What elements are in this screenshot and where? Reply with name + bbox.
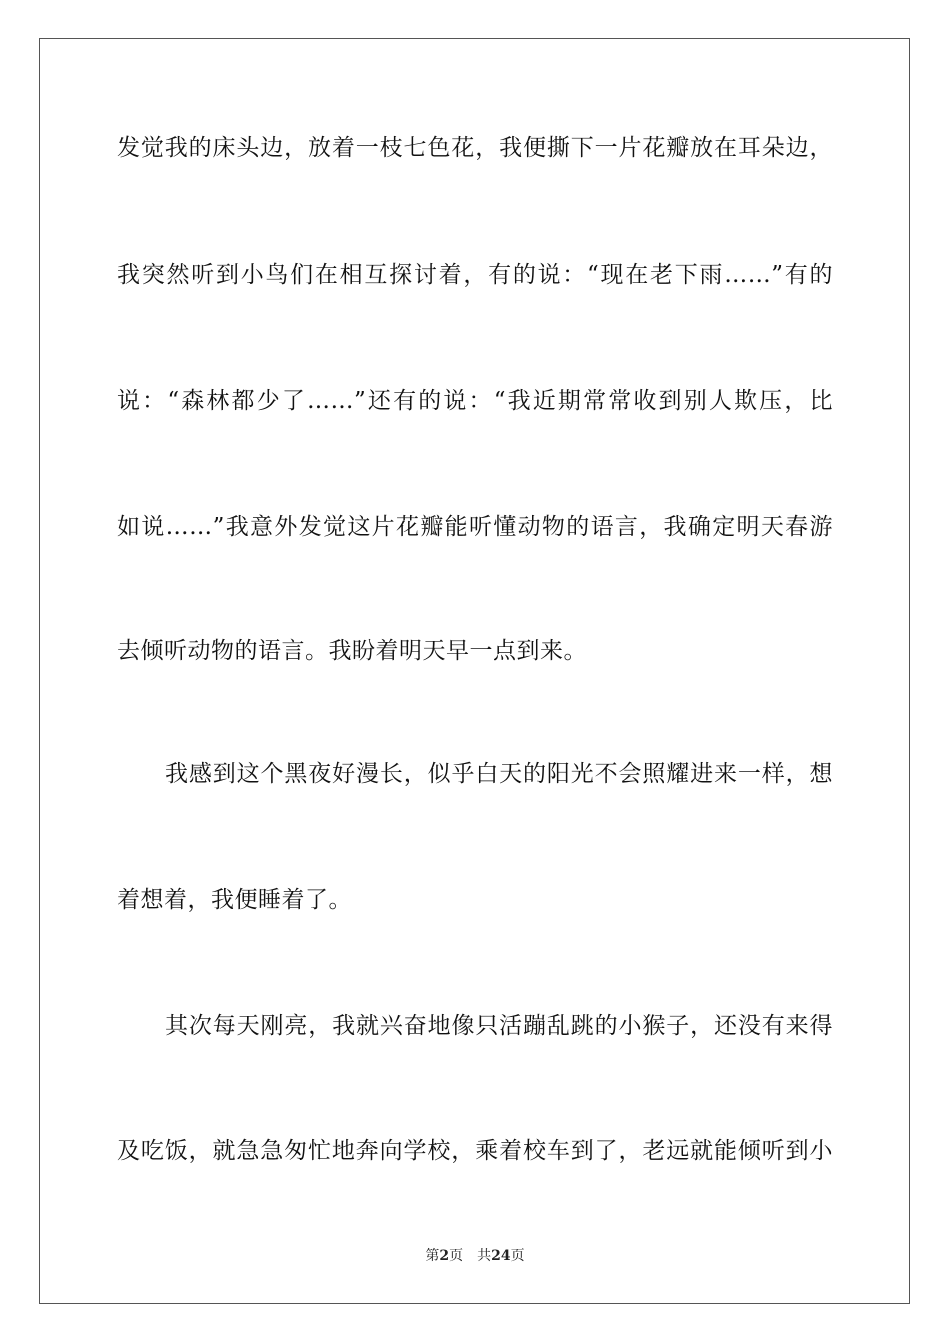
text-line: 说：“森林都少了……”还有的说：“我近期常常收到别人欺压，比: [117, 388, 833, 414]
text-line: 其次每天刚亮，我就兴奋地像只活蹦乱跳的小猴子，还没有来得: [165, 1013, 833, 1039]
text-line: 发觉我的床头边，放着一枝七色花，我便撕下一片花瓣放在耳朵边，: [117, 135, 833, 161]
footer-page-number: 2: [439, 1248, 450, 1264]
text-line: 去倾听动物的语言。我盼着明天早一点到来。: [117, 638, 587, 664]
text-line: 及吃饭，就急急匆忙地奔向学校，乘着校车到了，老远就能倾听到小: [117, 1138, 833, 1164]
page-footer: [0, 1247, 950, 1265]
text-line: 着想着，我便睡着了。: [117, 887, 352, 913]
text-line: 如说……”我意外发觉这片花瓣能听懂动物的语言，我确定明天春游: [117, 514, 833, 540]
footer-page-suffix: 页: [449, 1248, 464, 1264]
text-line: 我感到这个黑夜好漫长，似乎白天的阳光不会照耀进来一样，想: [165, 761, 833, 787]
footer-total-prefix: 共: [477, 1248, 492, 1264]
footer-total-pages: 24: [491, 1248, 511, 1264]
footer-page-prefix: 第: [425, 1248, 440, 1264]
page-border: [39, 38, 910, 1304]
footer-total-suffix: 页: [510, 1248, 525, 1264]
text-line: 我突然听到小鸟们在相互探讨着，有的说：“现在老下雨……”有的: [117, 262, 833, 288]
